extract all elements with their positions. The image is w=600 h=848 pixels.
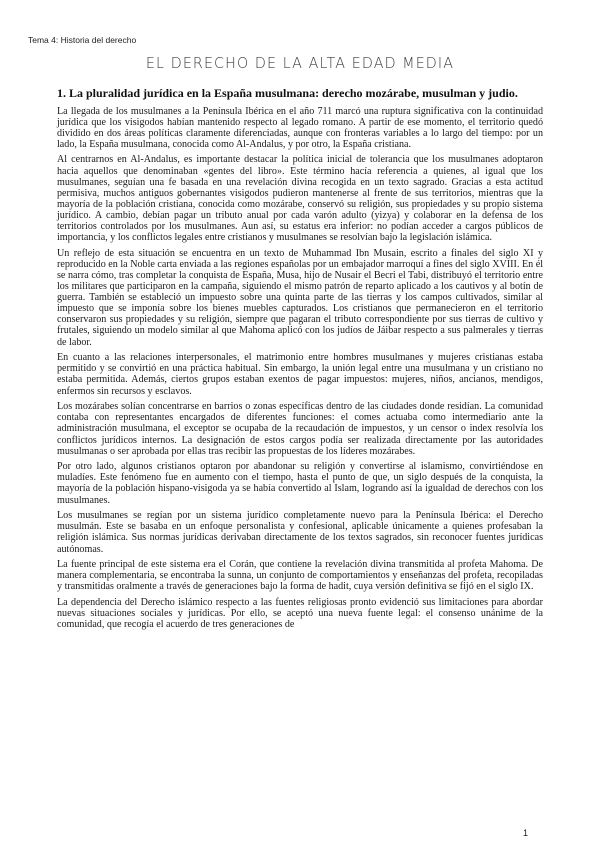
section-heading: 1. La pluralidad jurídica en la España musulmana: derecho mozárabe, musulman y judio. [57, 86, 518, 100]
paragraph: Al centrarnos en Al-Andalus, es importante destacar la política inicial de tolerancia que los musulmanes adoptaron hacia aquellos que denominaban «gentes del libro». Este término hacía referencia a quienes, al igual que los musulmanes, seguían una fe basada en una revelación divina recogida en un texto sagrado. Gracias a esta actitud permisiva, muchos antiguos gobernantes visigodos pudieron mantenerse al frente de sus territorios, mientras que la mayoría de la población cristiana, conocida como mozárabe, conservó su religión, sus propiedades y su propio sistema jurídico. A cambio, debían pagar un tributo anual por cada varón adulto (yizya) y colaborar en la defensa de los territorios controlados por los musulmanes. Aun así, su estatus era inferior: no podían acceder a cargos públicos de importancia, y los conflictos legales entre cristianos y musulmanes se resolvían bajo la legislación islámica. [57, 154, 543, 244]
running-header: Tema 4: Historia del derecho [28, 35, 137, 45]
document-body [57, 87, 543, 635]
paragraph: Por otro lado, algunos cristianos optaron por abandonar su religión y convertirse al islamismo, convirtiéndose en muladíes. Este fenómeno fue en aumento con el tiempo, hasta el punto de que, un siglo después de la conquista, la mayoría de la población hispano-visigoda ya se había convertido al Islam, logrando así la igualdad de derechos con los musulmanes. [57, 461, 543, 506]
paragraph: La dependencia del Derecho islámico respecto a las fuentes religiosas pronto evidenció sus limitaciones para abordar nuevas situaciones sociales y jurídicas. Por ello, se aceptó una nueva fuente legal: el consenso unánime de la comunidad, que recogía el acuerdo de tres generaciones de [57, 597, 543, 631]
paragraph: Los mozárabes solían concentrarse en barrios o zonas específicas dentro de las ciudades donde residían. La comunidad contaba con representantes encargados de diferentes funciones: el comes actuaba como intermediario ante la administración musulmana, el exceptor se ocupaba de la recaudación de impuestos, y un censor o index resolvía los conflictos jurídicos internos. La designación de estos cargos podía ser realizada directamente por las autoridades musulmanas o ser aprobada por ellas tras recibir las propuestas de los líderes mozárabes. [57, 401, 543, 457]
document-title: EL DERECHO DE LA ALTA EDAD MEDIA [145, 54, 455, 72]
paragraph: La llegada de los musulmanes a la Península Ibérica en el año 711 marcó una ruptura significativa con la continuidad jurídica que los visigodos habían mantenido respecto al legado romano. A partir de ese momento, el territorio quedó dividido en dos áreas políticas claramente diferenciadas, aunque con fronteras variables a lo largo del tiempo: por un lado, la España musulmana, conocida como Al-Andalus, y por otro, la España cristiana. [57, 105, 543, 150]
paragraph: La fuente principal de este sistema era el Corán, que contiene la revelación divina transmitida al profeta Mahoma. De manera complementaria, se encontraba la sunna, un conjunto de comportamientos y enseñanzas del profeta, recopiladas y transmitidas oralmente a través de generaciones bajo la forma de hadit, cuya versión definitiva se fijó en el siglo IX. [57, 559, 543, 593]
paragraph: Un reflejo de esta situación se encuentra en un texto de Muhammad Ibn Musain, escrito a finales del siglo XI y reproducido en la Noble carta enviada a las regiones españolas por un embajador marroquí a fines del siglo XVIII. En él se narra cómo, tras completar la conquista de España, Musa, hijo de Nusair el Becri el Tabi, distribuyó el territorio entre los militares que participaron en la campaña, siguiendo el mismo patrón de reparto aplicado a los cautivos y al botín de guerra. También se estableció un impuesto sobre una quinta parte de las tierras y los campos cultivados, similar al impuesto que se imponía sobre los bienes muebles capturados. Los cristianos que permanecieron en el territorio conservaron sus propiedades y su religión, siempre que pagaran el tributo correspondiente por sus tierras de cultivo y frutales, siguiendo un modelo similar al que Mahoma aplicó con los judíos de Jáibar respecto a sus palmerales y tierras de labor. [57, 247, 543, 348]
paragraph: Los musulmanes se regían por un sistema jurídico completamente nuevo para la Península Ibérica: el Derecho musulmán. Este se basaba en un enfoque personalista y confesional, aplicable únicamente a quienes profesaban la religión islámica. Sus normas jurídicas derivaban directamente de los textos sagrados, sin reconocer fuentes jurídicas autónomas. [57, 510, 543, 555]
page-number: 1 [523, 828, 529, 838]
paragraph: En cuanto a las relaciones interpersonales, el matrimonio entre hombres musulmanes y mujeres cristianas estaba permitido y se convirtió en una práctica habitual. Sin embargo, la unión legal entre una musulmana y un cristiano no estaba permitida. Además, ciertos grupos estaban exentos de pagar impuestos: mujeres, niños, ancianos, mendigos, enfermos sin recursos y esclavos. [57, 352, 543, 397]
